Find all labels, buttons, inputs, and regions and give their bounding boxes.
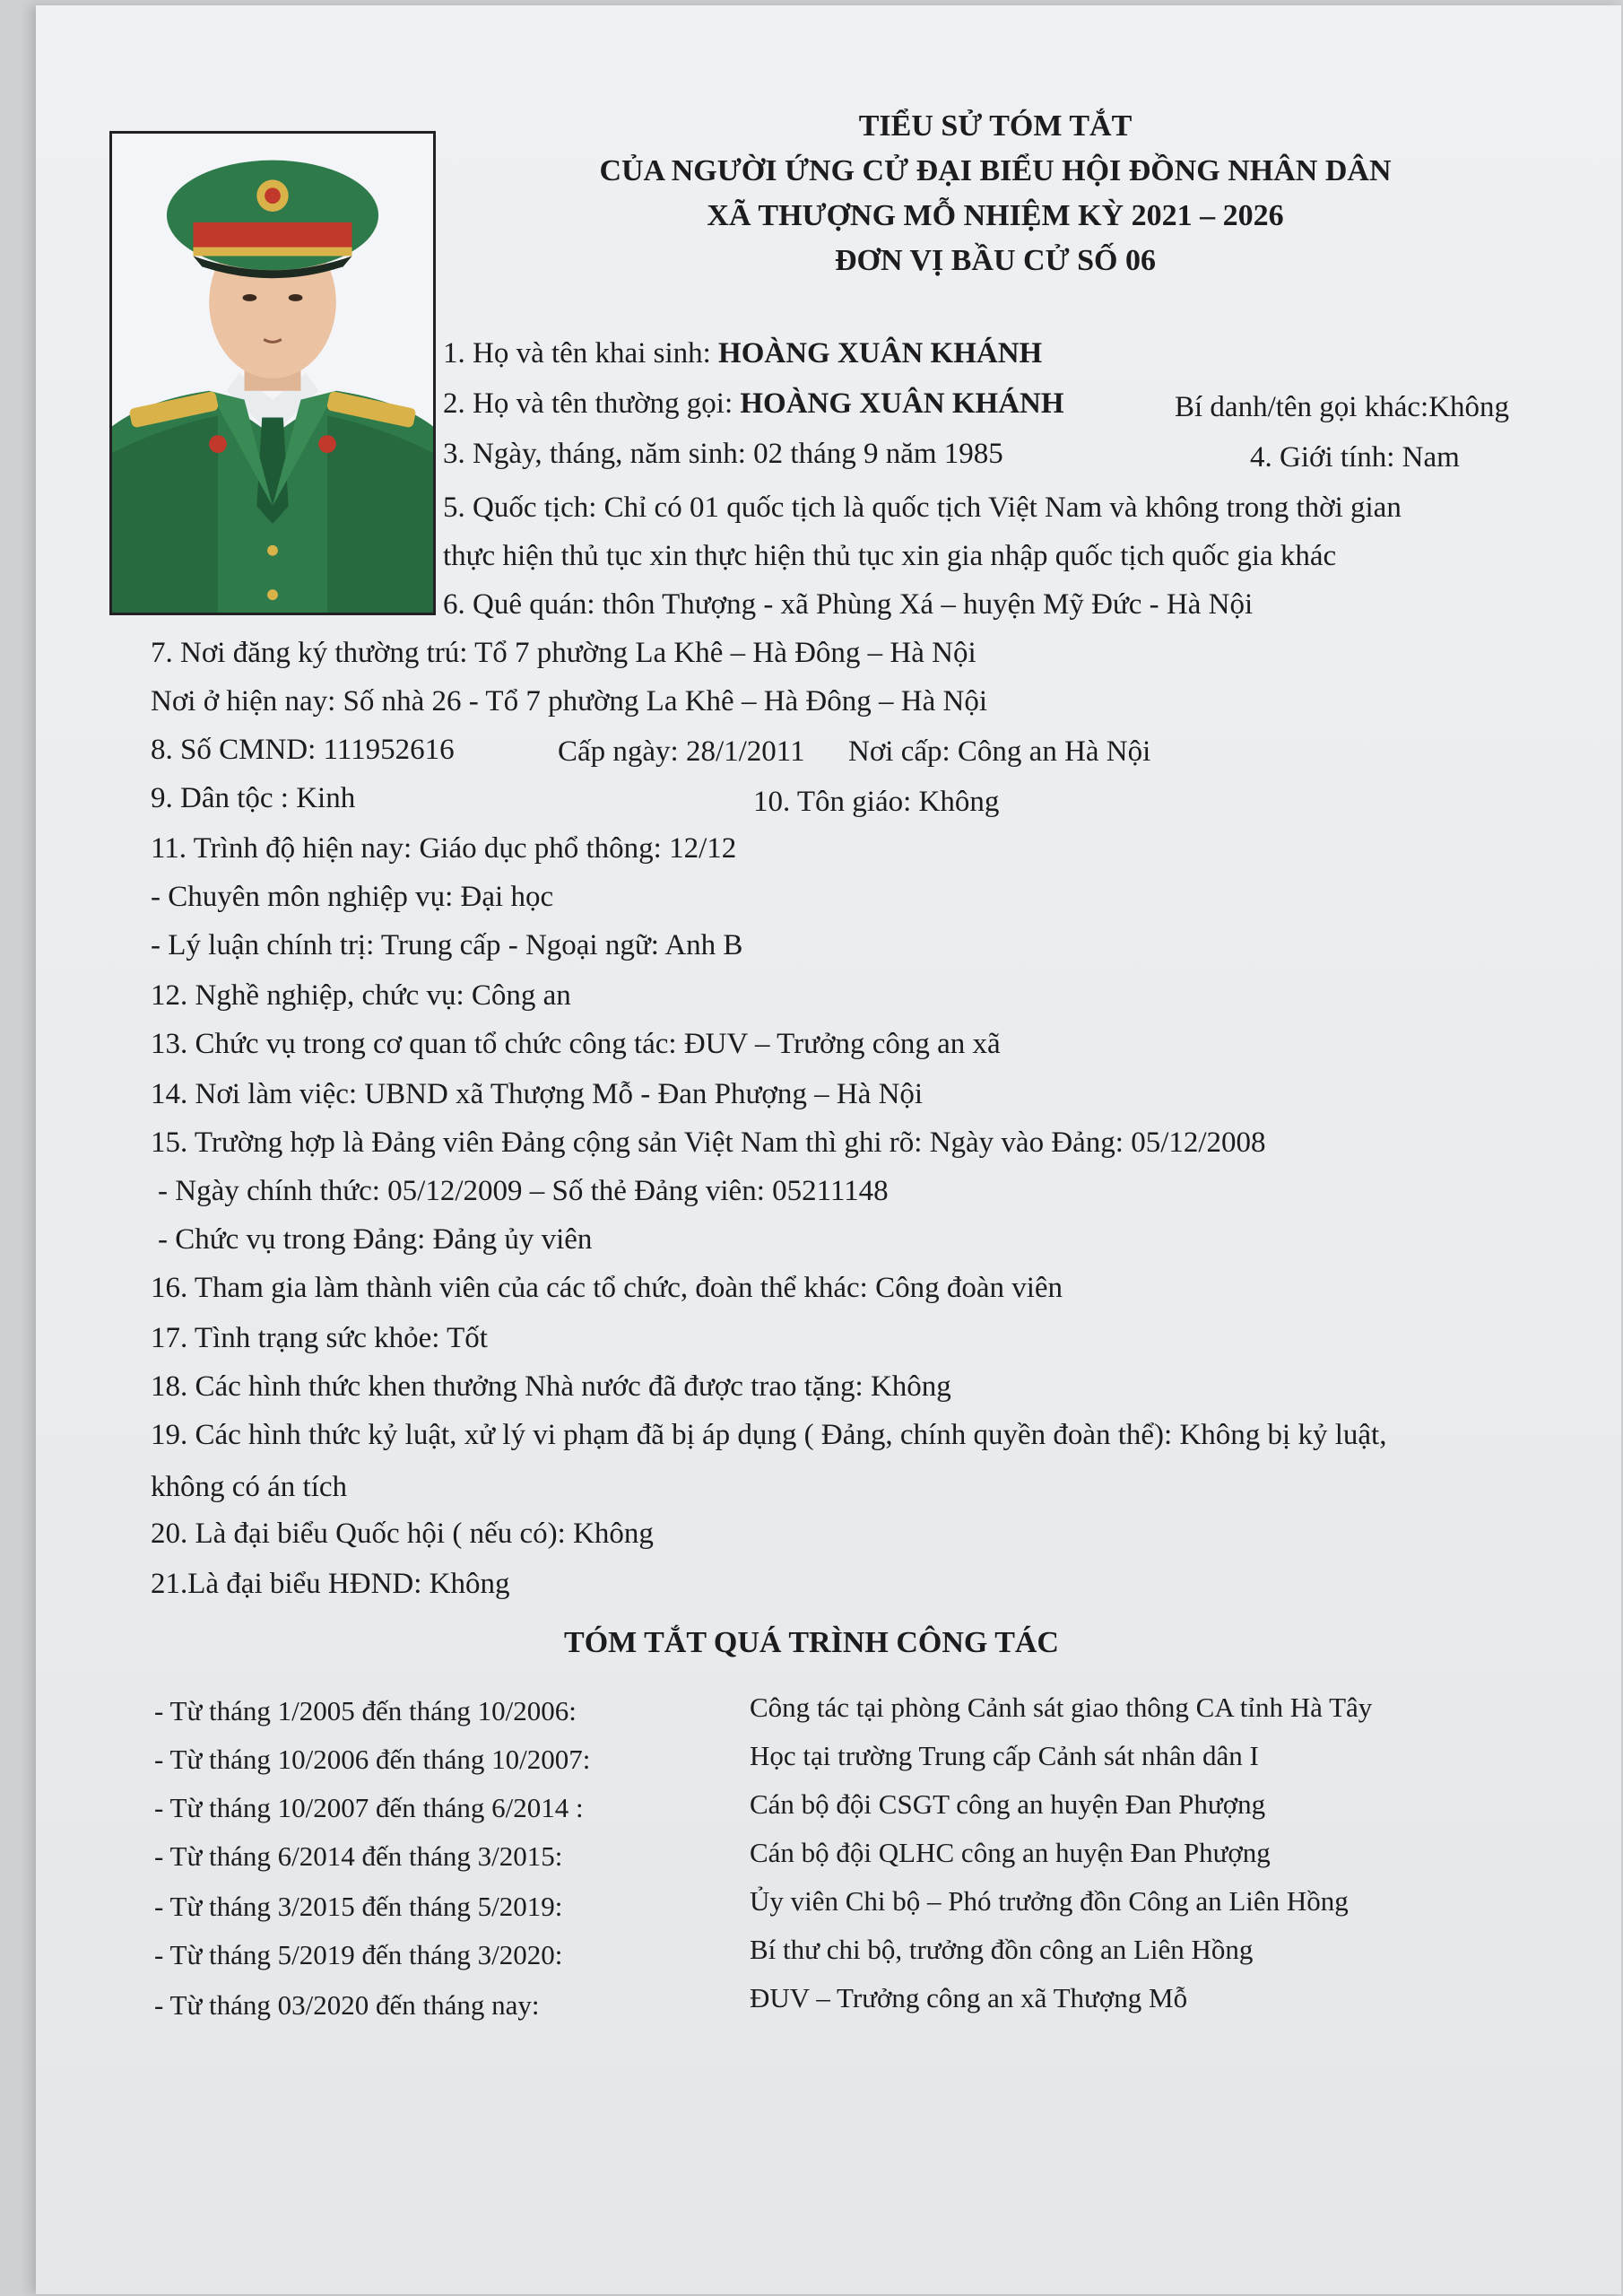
field-party-role: - Chức vụ trong Đảng: Đảng ủy viên (158, 1223, 593, 1256)
field-id-issuer: Nơi cấp: Công an Hà Nội (848, 735, 1151, 768)
career-period: - Từ tháng 10/2006 đến tháng 10/2007: (154, 1744, 591, 1775)
career-period: - Từ tháng 3/2015 đến tháng 5/2019: (154, 1891, 563, 1922)
field-residence: 7. Nơi đăng ký thường trú: Tổ 7 phường La Khê – Hà Đông – Hà Nội (151, 637, 976, 669)
field-id-number: 8. Số CMND: 111952616 (151, 734, 455, 766)
field-party-member: 15. Trường hợp là Đảng viên Đảng cộng sản Việt Nam thì ghi rõ: Ngày vào Đảng: 05/12/2008 (151, 1126, 1266, 1159)
field-awards: 18. Các hình thức khen thưởng Nhà nước đã được trao tặng: Không (151, 1370, 951, 1403)
portrait-illustration (112, 134, 433, 613)
doc-title: TIỂU SỬ TÓM TẮT (858, 109, 1133, 143)
field-hometown: 6. Quê quán: thôn Thượng - xã Phùng Xá – huyện Mỹ Đức - Hà Nội (443, 588, 1254, 621)
doc-term: XÃ THƯỢNG MỖ NHIỆM KỲ 2021 – 2026 (707, 199, 1284, 232)
field-occupation: 12. Nghề nghiệp, chức vụ: Công an (151, 979, 571, 1012)
career-description: Bí thư chi bộ, trưởng đồn công an Liên Hồng (750, 1934, 1254, 1965)
career-description: ĐUV – Trưởng công an xã Thượng Mỗ (750, 1982, 1188, 2013)
field-workplace: 14. Nơi làm việc: UBND xã Thượng Mỗ - Đan Phượng – Hà Nội (151, 1078, 924, 1110)
field-health: 17. Tình trạng sức khỏe: Tốt (151, 1322, 488, 1354)
field-nationality: 5. Quốc tịch: Chỉ có 01 quốc tịch là quốc tịch Việt Nam và không trong thời gian (443, 491, 1402, 524)
field-current-address: Nơi ở hiện nay: Số nhà 26 - Tổ 7 phường La Khê – Hà Đông – Hà Nội (151, 685, 987, 718)
career-section-title: TÓM TẮT QUÁ TRÌNH CÔNG TÁC (564, 1626, 1059, 1659)
field-gender: 4. Giới tính: Nam (1250, 441, 1460, 474)
career-period: - Từ tháng 03/2020 đến tháng nay: (154, 1989, 540, 2021)
field-politics-language: - Lý luận chính trị: Trung cấp - Ngoại ngữ: Anh B (151, 929, 743, 961)
field-id-date: Cấp ngày: 28/1/2011 (558, 735, 805, 768)
career-description: Công tác tại phòng Cảnh sát giao thông CA tỉnh Hà Tây (750, 1692, 1373, 1723)
field-nationality-cont: thực hiện thủ tục xin thực hiện thủ tục xin gia nhập quốc tịch quốc gia khác (443, 540, 1337, 572)
career-period: - Từ tháng 1/2005 đến tháng 10/2006: (154, 1695, 577, 1726)
field-discipline-cont: không có án tích (151, 1471, 348, 1503)
career-description: Học tại trường Trung cấp Cảnh sát nhân dân I (750, 1740, 1259, 1771)
field-party-official: - Ngày chính thức: 05/12/2009 – Số thẻ Đảng viên: 05211148 (158, 1175, 889, 1207)
career-period: - Từ tháng 5/2019 đến tháng 3/2020: (154, 1939, 563, 1970)
field-religion: 10. Tôn giáo: Không (753, 786, 1000, 818)
field-common-name: 2. Họ và tên thường gọi: HOÀNG XUÂN KHÁNH (443, 387, 1064, 420)
career-description: Cán bộ đội QLHC công an huyện Đan Phượng (750, 1837, 1271, 1868)
field-national-assembly: 20. Là đại biểu Quốc hội ( nếu có): Không (151, 1518, 654, 1550)
field-dob: 3. Ngày, tháng, năm sinh: 02 tháng 9 năm 1985 (443, 438, 1003, 470)
field-council-member: 21.Là đại biểu HĐND: Không (151, 1568, 510, 1600)
field-profession-level: - Chuyên môn nghiệp vụ: Đại học (151, 881, 554, 913)
portrait-photo (109, 131, 436, 615)
career-description: Ủy viên Chi bộ – Phó trưởng đồn Công an Liên Hồng (750, 1885, 1349, 1917)
field-ethnicity: 9. Dân tộc : Kinh (151, 782, 356, 814)
field-organizations: 16. Tham gia làm thành viên của các tổ chức, đoàn thể khác: Công đoàn viên (151, 1272, 1063, 1304)
field-discipline: 19. Các hình thức kỷ luật, xử lý vi phạm đã bị áp dụng ( Đảng, chính quyền đoàn thể): Không bị kỷ luật, (151, 1419, 1387, 1451)
doc-unit: ĐƠN VỊ BẦU CỬ SỐ 06 (835, 244, 1156, 277)
field-position: 13. Chức vụ trong cơ quan tổ chức công tác: ĐUV – Trưởng công an xã (151, 1028, 1001, 1060)
career-period: - Từ tháng 10/2007 đến tháng 6/2014 : (154, 1792, 584, 1823)
field-birth-name: 1. Họ và tên khai sinh: HOÀNG XUÂN KHÁNH (443, 337, 1043, 370)
career-period: - Từ tháng 6/2014 đến tháng 3/2015: (154, 1840, 563, 1872)
field-education: 11. Trình độ hiện nay: Giáo dục phổ thông: 12/12 (151, 832, 737, 865)
career-description: Cán bộ đội CSGT công an huyện Đan Phượng (750, 1788, 1266, 1820)
doc-subtitle: CỦA NGƯỜI ỨNG CỬ ĐẠI BIỂU HỘI ĐỒNG NHÂN DÂN (599, 154, 1392, 187)
field-alias: Bí danh/tên gọi khác:Không (1175, 391, 1510, 423)
